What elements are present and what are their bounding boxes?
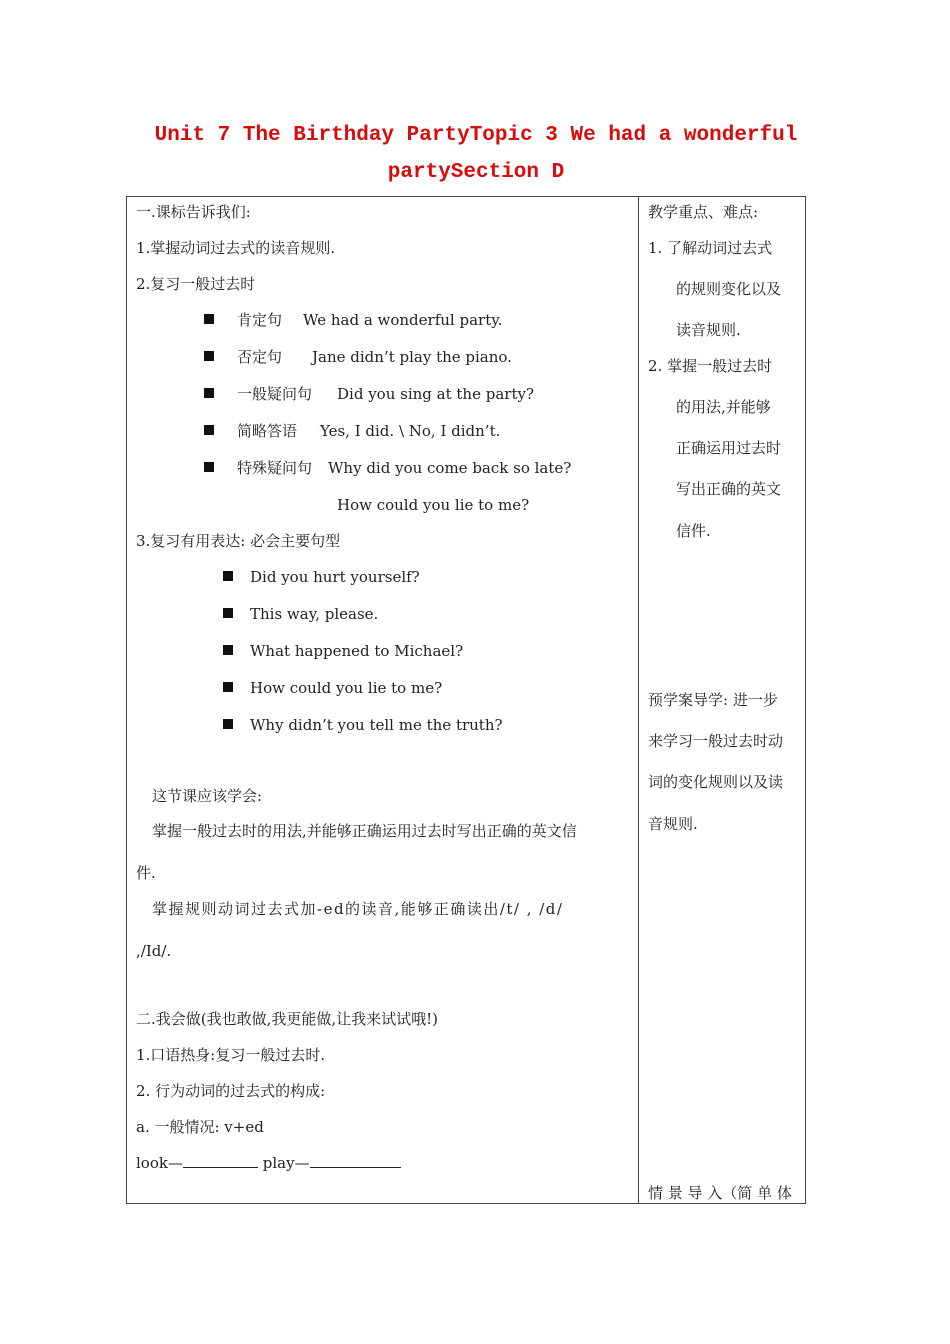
exercise-play-label: play— bbox=[262, 1154, 310, 1172]
section1-item1: 1.掌握动词过去式的读音规则. bbox=[136, 239, 336, 257]
expression-item: Why didn’t you tell me the truth? bbox=[250, 716, 503, 734]
section2-heading: 二.我会做(我也敢做,我更能做,让我来试试哦!) bbox=[136, 1010, 439, 1028]
column-divider bbox=[638, 197, 639, 1203]
learn-paragraph1-line1: 掌握一般过去时的用法,并能够正确运用过去时写出正确的英文信 bbox=[152, 822, 577, 840]
bullet-square-icon bbox=[204, 462, 214, 472]
right-point2-line: 的用法,并能够 bbox=[676, 398, 771, 416]
grammar-text: Did you sing at the party? bbox=[337, 385, 534, 403]
grammar-label: 否定句 bbox=[237, 348, 283, 366]
right-guide-line: 预学案导学: 进一步 bbox=[648, 691, 778, 709]
section2-item2: 2. 行为动词的过去式的构成: bbox=[136, 1082, 326, 1100]
expression-item: How could you lie to me? bbox=[250, 679, 443, 697]
right-point2-line: 2. 掌握一般过去时 bbox=[648, 357, 773, 375]
right-point2-line: 正确运用过去时 bbox=[676, 439, 782, 457]
grammar-label: 肯定句 bbox=[237, 311, 283, 329]
document-title-line2: partySection D bbox=[387, 161, 565, 184]
learn-paragraph2-line1: 掌握规则动词过去式加-ed的读音,能够正确读出/t/ , /d/ bbox=[152, 900, 564, 918]
bullet-square-icon bbox=[223, 682, 233, 692]
exercise-line bbox=[136, 1153, 401, 1173]
right-point2-line: 信件. bbox=[676, 522, 711, 540]
expression-item: This way, please. bbox=[250, 605, 379, 623]
bullet-square-icon bbox=[223, 645, 233, 655]
grammar-text: Jane didn’t play the piano. bbox=[312, 348, 512, 366]
learn-paragraph1-line2: 件. bbox=[136, 864, 156, 882]
exercise-look-label: look— bbox=[136, 1154, 183, 1172]
learn-paragraph2-line2: ,/Id/. bbox=[136, 942, 172, 960]
right-point2-line: 写出正确的英文 bbox=[676, 480, 782, 498]
bullet-square-icon bbox=[223, 719, 233, 729]
bullet-square-icon bbox=[204, 388, 214, 398]
section2-item-a: a. 一般情况: v+ed bbox=[136, 1118, 264, 1136]
grammar-label: 一般疑问句 bbox=[237, 385, 313, 403]
grammar-text: We had a wonderful party. bbox=[303, 311, 503, 329]
bullet-square-icon bbox=[223, 608, 233, 618]
bullet-square-icon bbox=[204, 314, 214, 324]
right-point1-line: 读音规则. bbox=[676, 321, 741, 339]
grammar-text: Yes, I did. \ No, I didn’t. bbox=[320, 422, 501, 440]
bullet-square-icon bbox=[204, 425, 214, 435]
section1-item3: 3.复习有用表达: 必会主要句型 bbox=[136, 532, 341, 550]
bullet-square-icon bbox=[204, 351, 214, 361]
right-guide-line: 词的变化规则以及读 bbox=[648, 773, 784, 791]
section1-item2: 2.复习一般过去时 bbox=[136, 275, 256, 293]
grammar-label: 简略答语 bbox=[237, 422, 298, 440]
section2-item1: 1.口语热身:复习一般过去时. bbox=[136, 1046, 326, 1064]
grammar-label: 特殊疑问句 bbox=[237, 459, 313, 477]
section1-heading: 一.课标告诉我们: bbox=[136, 203, 251, 221]
answer-blank-look[interactable] bbox=[183, 1153, 258, 1168]
answer-blank-play[interactable] bbox=[310, 1153, 401, 1168]
right-point1-line: 的规则变化以及 bbox=[676, 280, 782, 298]
right-guide-line: 音规则. bbox=[648, 815, 698, 833]
right-guide-line: 来学习一般过去时动 bbox=[648, 732, 784, 750]
right-heading: 教学重点、难点: bbox=[648, 203, 759, 221]
grammar-extra: How could you lie to me? bbox=[337, 496, 530, 514]
expression-item: Did you hurt yourself? bbox=[250, 568, 420, 586]
learn-heading: 这节课应该学会: bbox=[152, 787, 263, 805]
document-title-line1: Unit 7 The Birthday PartyTopic 3 We had a wonderful bbox=[154, 124, 798, 147]
right-point1-line: 1. 了解动词过去式 bbox=[648, 239, 773, 257]
right-bottom-text: 情 景 导 入（简 单 体 bbox=[648, 1184, 792, 1202]
lesson-table bbox=[126, 196, 806, 1204]
bullet-square-icon bbox=[223, 571, 233, 581]
grammar-text: Why did you come back so late? bbox=[328, 459, 572, 477]
expression-item: What happened to Michael? bbox=[250, 642, 464, 660]
